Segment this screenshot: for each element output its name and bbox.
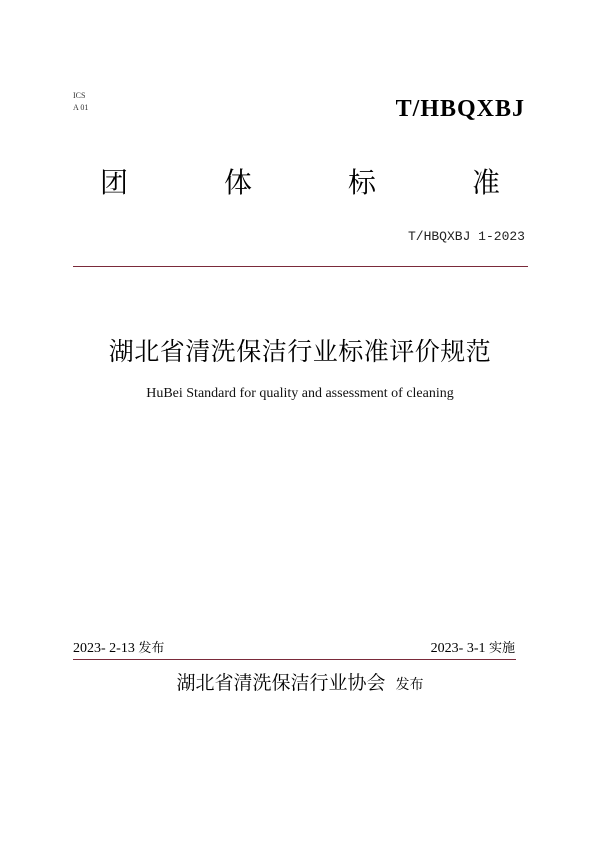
publisher-name: 湖北省清洗保洁行业协会 <box>176 672 386 694</box>
publisher-suffix: 发布 <box>395 677 424 693</box>
document-type <box>100 165 500 201</box>
bottom-divider <box>73 659 516 660</box>
ics-code: ICS <box>73 91 86 100</box>
doc-type-char: 标 <box>347 166 376 199</box>
top-divider <box>73 266 528 267</box>
publisher <box>0 668 600 695</box>
classification-codes <box>73 90 88 114</box>
document-title-english: HuBei Standard for quality and assessment of cleaning <box>146 386 454 401</box>
issue-date-value: 2023- 2-13 <box>73 641 135 656</box>
header-standard-code: T/HBQXBJ <box>395 96 525 122</box>
doc-type-char: 体 <box>223 166 252 199</box>
implementation-label: 实施 <box>488 641 515 656</box>
ccs-code: A 01 <box>73 103 89 112</box>
doc-type-char: 准 <box>471 166 500 199</box>
standard-number: T/HBQXBJ 1-2023 <box>407 229 525 244</box>
implementation-date-value: 2023- 3-1 <box>430 641 486 656</box>
implementation-date <box>431 637 515 657</box>
issue-label: 发布 <box>138 641 165 656</box>
doc-type-char: 团 <box>100 166 129 199</box>
document-title-chinese: 湖北省清洗保洁行业标准评价规范 <box>108 337 492 366</box>
issue-date <box>73 637 164 657</box>
